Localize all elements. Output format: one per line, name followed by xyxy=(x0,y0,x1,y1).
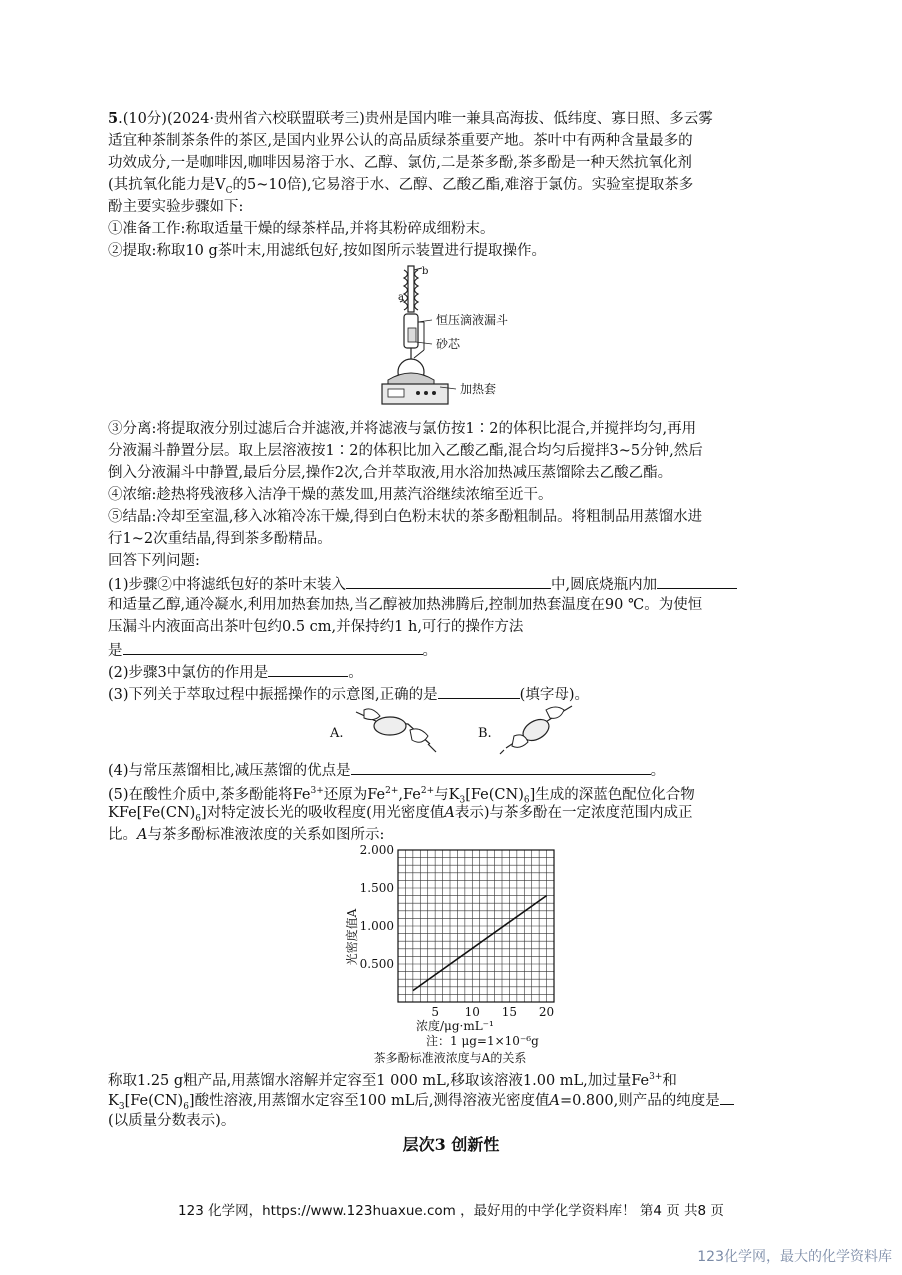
q5-text: 比。 xyxy=(108,827,137,843)
q1-text: 是 xyxy=(108,643,123,659)
q-text: (其抗氧化能力是V xyxy=(108,177,226,193)
shaking-illustration-b xyxy=(496,700,580,756)
q5-text: ]对特定波长光的吸收程度(用光密度值 xyxy=(201,805,445,821)
q3-text: (填字母)。 xyxy=(519,687,589,703)
q5-italic: A xyxy=(444,805,455,821)
q5-sup: 3+ xyxy=(310,786,324,796)
q2-line xyxy=(108,661,363,683)
answer-blank[interactable] xyxy=(438,683,520,699)
q5-text: 与茶多酚标准液浓度的关系如图所示: xyxy=(147,827,385,843)
option-a-label: A. xyxy=(330,726,344,741)
y-tick-label: 0.500 xyxy=(359,957,394,971)
q5-text: 表示)与茶多酚在一定浓度范围内成正 xyxy=(454,805,693,821)
q5-sup: 2+ xyxy=(385,786,399,796)
label-a: a xyxy=(398,292,404,303)
soxhlet-apparatus-figure xyxy=(370,262,560,414)
chart-note: 注：1 μg=1×10⁻⁶g xyxy=(426,1034,539,1048)
chart-ylabel: 光密度值A xyxy=(345,908,359,966)
option-b-label: B. xyxy=(478,726,492,741)
purity-sub: 6 xyxy=(183,1101,189,1112)
answer-blank[interactable] xyxy=(657,573,737,589)
label-mantle: 加热套 xyxy=(460,382,497,396)
q1-line-3: 压漏斗内液面高出茶叶包约0.5 cm,并保持约1 h,可行的操作方法 xyxy=(108,619,524,635)
step-2: ②提取:称取10 g茶叶末,用滤纸包好,按如图所示装置进行提取操作。 xyxy=(108,243,546,259)
q5-sup: 2+ xyxy=(420,786,435,796)
section-title: 层次3 创新性 xyxy=(402,1135,500,1154)
q3-text: (3)下列关于萃取过程中振摇操作的示意图,正确的是 xyxy=(108,687,438,703)
answer-blank[interactable] xyxy=(720,1089,734,1105)
x-tick-label: 5 xyxy=(431,1005,439,1019)
y-tick-label: 2.000 xyxy=(359,843,394,857)
purity-sup: 3+ xyxy=(649,1072,663,1082)
shaking-illustration-a xyxy=(350,704,442,756)
x-tick-label: 20 xyxy=(538,1005,555,1019)
q2-text: 。 xyxy=(348,665,363,681)
q5-text: (5)在酸性介质中,茶多酚能将Fe xyxy=(108,786,311,803)
answer-blank[interactable] xyxy=(346,573,551,589)
q5-text: 还原为Fe xyxy=(323,786,386,803)
q-sub: C xyxy=(225,185,233,196)
step-3-line-3: 倒入分液漏斗中静置,最后分层,操作2次,合并萃取液,用水浴加热减压蒸馏除去乙酸乙酯。 xyxy=(108,465,673,481)
answer-prompt: 回答下列问题: xyxy=(108,553,200,569)
q1-line-2: 和适量乙醇,通冷凝水,利用加热套加热,当乙醇被加热沸腾后,控制加热套温度在90 ℃。为使恒 xyxy=(108,597,703,613)
purity-text: K xyxy=(108,1093,119,1109)
chart-caption: 茶多酚标准液浓度与A的关系 xyxy=(373,1051,527,1065)
step-4: ④浓缩:趁热将残液移入洁净干燥的蒸发皿,用蒸汽浴继续浓缩至近干。 xyxy=(108,487,553,503)
q1-line-4 xyxy=(108,639,437,661)
y-tick-label: 1.500 xyxy=(359,881,394,895)
absorbance-chart xyxy=(330,842,570,1067)
q4-text: 。 xyxy=(650,763,666,779)
answer-blank[interactable] xyxy=(268,661,348,677)
purity-line-1 xyxy=(108,1067,677,1091)
answer-blank[interactable] xyxy=(123,639,423,655)
label-frit: 砂芯 xyxy=(436,337,461,351)
y-tick-label: 1.000 xyxy=(359,919,394,933)
q1-text: 。 xyxy=(422,643,437,659)
q5-text: [Fe(CN) xyxy=(465,786,524,803)
site-watermark: 123化学网，最大的化学资料库 xyxy=(697,1249,892,1265)
purity-text: 和 xyxy=(662,1072,677,1089)
purity-text: [Fe(CN) xyxy=(124,1093,184,1109)
step-5-line-1: ⑤结晶:冷却至室温,移入冰箱冷冻干燥,得到白色粉末状的茶多酚粗制品。将粗制品用蒸馏水进 xyxy=(108,509,703,525)
question-line-3: 功效成分,一是咖啡因,咖啡因易溶于水、乙醇、氯仿,二是茶多酚,茶多酚是一种天然抗氧化剂 xyxy=(108,155,692,171)
q5-text: ]生成的深蓝色配位化合物 xyxy=(529,786,695,803)
question-line-1 xyxy=(108,109,713,129)
q1-line-1 xyxy=(108,573,737,595)
chart-grid xyxy=(398,850,554,1002)
purity-line-3: (以质量分数表示)。 xyxy=(108,1113,236,1129)
question-number: 5 xyxy=(108,110,119,127)
q-intro-1: .(10分)(2024·贵州省六校联盟联考三)贵州是国内唯一兼具高海拔、低纬度、寡日照、多云雾 xyxy=(118,111,713,127)
q5-italic: A xyxy=(137,827,148,843)
step-1: ①准备工作:称取适量干燥的绿茶样品,并将其粉碎成细粉末。 xyxy=(108,221,495,237)
x-tick-label: 10 xyxy=(464,1005,480,1019)
purity-text: =0.800,则产品的纯度是 xyxy=(559,1093,720,1109)
answer-blank[interactable] xyxy=(351,759,651,775)
q5-sub: 3 xyxy=(459,795,466,806)
chart-ticks xyxy=(360,843,555,1019)
step-3-line-2: 分液漏斗静置分层。取上层溶液按1∶2的体积比加入乙酸乙酯,混合均匀后搅拌3~5分钟,然后 xyxy=(108,443,703,459)
label-b: b xyxy=(422,266,429,277)
step-5-line-2: 行1~2次重结晶,得到茶多酚精品。 xyxy=(108,531,332,547)
x-tick-label: 15 xyxy=(501,1005,518,1019)
chart-xlabel: 浓度/μg·mL⁻¹ xyxy=(416,1019,494,1033)
q1-text: 中,圆底烧瓶内加 xyxy=(551,577,658,593)
purity-text: 称取1.25 g粗产品,用蒸馏水溶解并定容至1 000 mL,移取该溶液1.00 mL,加过量Fe xyxy=(108,1072,650,1089)
step-3-line-1: ③分离:将提取液分别过滤后合并滤液,并将滤液与氯仿按1∶2的体积比混合,并搅拌均匀,再用 xyxy=(108,421,697,437)
question-line-5: 酚主要实验步骤如下: xyxy=(108,199,244,215)
q2-text: (2)步骤3中氯仿的作用是 xyxy=(108,665,269,681)
q-text: 的5~10倍),它易溶于水、乙醇、乙酸乙酯,难溶于氯仿。实验室提取茶多 xyxy=(232,177,694,193)
q4-line xyxy=(108,759,665,781)
purity-text: ]酸性溶液,用蒸馏水定容至100 mL后,测得溶液光密度值 xyxy=(188,1093,550,1109)
purity-italic: A xyxy=(549,1093,560,1109)
q5-text: ,Fe xyxy=(398,786,421,803)
q4-text: (4)与常压蒸馏相比,减压蒸馏的优点是 xyxy=(108,763,351,779)
q5-text: 与K xyxy=(434,786,460,803)
label-funnel: 恒压滴液漏斗 xyxy=(436,313,509,327)
q5-sub: 6 xyxy=(523,795,530,806)
q5-text: KFe[Fe(CN) xyxy=(108,805,196,821)
q1-text: (1)步骤②中将滤纸包好的茶叶末装入 xyxy=(108,577,347,593)
page-footer: 123 化学网，https://www.123huaxue.com ，最好用的中学化学资料库！ 第4 页 共8 页 xyxy=(178,1203,724,1219)
question-line-2: 适宜种茶制茶条件的茶区,是国内业界公认的高品质绿茶重要产地。茶叶中有两种含量最多的 xyxy=(108,133,693,149)
purity-sub: 3 xyxy=(118,1101,125,1112)
q5-sub: 6 xyxy=(195,813,202,824)
